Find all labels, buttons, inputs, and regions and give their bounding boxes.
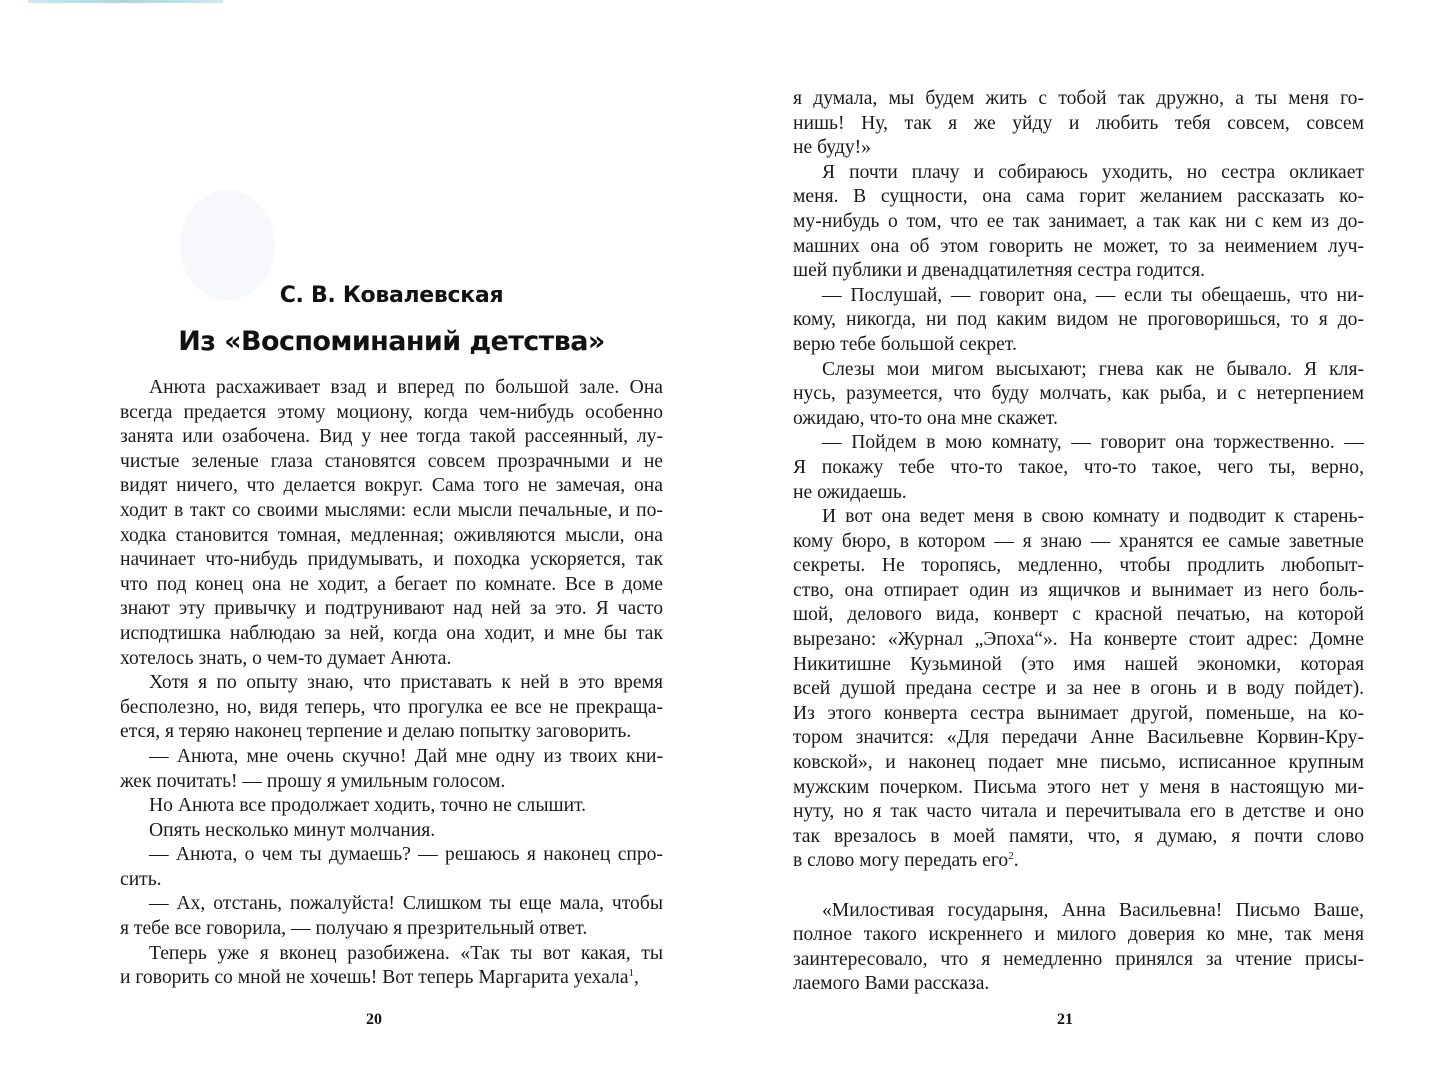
text-line <box>120 622 663 647</box>
text-line-content: — Ах, отстань, пожалуйста! Слишком ты еще мала, чтобы <box>149 893 663 915</box>
paragraph <box>793 431 1364 505</box>
text-line <box>120 794 663 819</box>
text-line-content: занята или озабочена. Вид у нее тогда такой рассеянный, лу- <box>120 426 663 448</box>
text-line-content: машних она об этом говорить не может, то за неимением луч- <box>793 235 1364 257</box>
text-line-content: всегда предается этому моциону, когда чем-нибудь особенно <box>120 401 663 423</box>
text-line <box>793 358 1364 383</box>
text-line-content: — Анюта, о чем ты думаешь? — решаюсь я наконец спро- <box>149 844 663 866</box>
text-line-content: мужским почерком. Письма этого нет у меня в настоящую ми- <box>793 776 1364 798</box>
text-line <box>793 726 1364 751</box>
text-line-content: тором значится: «Для передачи Анне Васильевне Корвин-Кру- <box>793 727 1364 749</box>
text-line-content: так врезалось в моей памяти, что, я думаю, я почти слово <box>793 825 1364 847</box>
text-line-content: начинает что-нибудь придумывать, и походка ускоряется, так <box>120 549 663 571</box>
paragraph <box>120 376 663 671</box>
chapter-title: Из «Воспоминаний детства» <box>178 326 605 357</box>
text-line-content: кому, никогда, ни под каким видом не проговоришься, то я до- <box>793 309 1364 331</box>
text-line-content: Слезы мои мигом высыхают; гнева как не бывало. Я кля- <box>822 358 1364 380</box>
text-line-content: И вот она ведет меня в свою комнату и подводит к старень- <box>822 506 1364 528</box>
paragraph <box>793 284 1364 358</box>
right-page <box>717 0 1435 1080</box>
text-line-content: видят ничего, что делается вокруг. Сама того не замечая, она <box>120 475 663 497</box>
text-line <box>793 333 1364 358</box>
text-line <box>793 653 1364 678</box>
text-line <box>120 376 663 401</box>
text-line <box>793 456 1364 481</box>
text-line-content: ходит в такт со своими мыслями: если мысли печальные, и по- <box>120 499 663 521</box>
text-line <box>793 185 1364 210</box>
text-line <box>120 524 663 549</box>
text-line-content: всей душой предана сестре и за нее в огонь и в воду пойдет). <box>793 678 1364 700</box>
text-line-content: кому бюро, в котором — я знаю — хранятся ее самые заветные <box>793 530 1364 552</box>
text-line-content: меня. В сущности, она сама горит желанием рассказать ко- <box>793 186 1364 208</box>
text-line <box>120 647 663 672</box>
right-body-text <box>793 87 1364 997</box>
text-line-content: му-нибудь о том, что ее так занимает, а так как ни с кем из до- <box>793 210 1364 232</box>
text-line-content: знают эту привычку и подтрунивают над ней за это. Я часто <box>120 598 663 620</box>
paragraph <box>120 892 663 941</box>
text-line-content: ется, я теряю наконец терпение и делаю попытку заговорить. <box>120 721 632 743</box>
paragraph <box>793 358 1364 432</box>
text-line <box>793 382 1364 407</box>
punctuation: , <box>634 967 639 989</box>
text-line-content: шой, делового вида, конверт с красной печатью, на которой <box>793 604 1364 626</box>
text-line-content: чистые зеленые глаза становятся совсем прозрачными и не <box>120 450 663 472</box>
text-line-content: не буду!» <box>793 137 871 159</box>
text-line-content: Хотя я по опыту знаю, что приставать к ней в это время <box>149 672 663 694</box>
text-line-content: лаемого Вами рассказа. <box>793 973 990 995</box>
text-line-content: нишь! Ну, так я же уйду и любить тебя совсем, совсем <box>793 112 1364 134</box>
text-line-content: заинтересовало, что я немедленно принялся за чтение присы- <box>793 948 1364 970</box>
text-line-content: сить. <box>120 868 162 890</box>
paragraph <box>120 942 663 991</box>
text-line <box>120 573 663 598</box>
text-line-content: Опять несколько минут молчания. <box>149 819 436 841</box>
left-body-text <box>120 376 663 991</box>
chapter-author: С. В. Ковалевская <box>279 283 504 308</box>
text-line-content: нусь, разумеется, что буду молчать, как рыба, и с нетерпением <box>793 383 1364 405</box>
text-line <box>120 401 663 426</box>
text-line <box>793 923 1364 948</box>
paragraph <box>793 899 1364 997</box>
text-line <box>793 112 1364 137</box>
text-line <box>793 481 1364 506</box>
punctuation: . <box>1013 850 1019 872</box>
text-line <box>793 87 1364 112</box>
text-line-content: «Милостивая государыня, Анна Васильевна! Письмо Ваше, <box>822 899 1364 921</box>
text-line-content: Теперь уже я вконец разобижена. «Так ты вот какая, ты <box>149 942 663 964</box>
text-line-content: шей публики и двенадцатилетняя сестра годится. <box>793 260 1206 282</box>
text-line <box>793 407 1364 432</box>
text-line <box>793 530 1364 555</box>
text-line <box>120 745 663 770</box>
text-line-content: ство, она отпирает один из ящичков и вынимает из него боль- <box>793 579 1364 601</box>
text-line-content: бесполезно, но, видя теперь, что прогулка ее все не прекраща- <box>120 696 663 718</box>
text-line <box>120 720 663 745</box>
paragraph <box>120 819 663 844</box>
footnote-marker[interactable]: 2 <box>1008 850 1014 863</box>
text-line-content: ковской», и наконец подает мне письмо, исписанное крупным <box>793 752 1364 774</box>
text-line-content: ожидаю, что-то она мне скажет. <box>793 407 1058 429</box>
text-line <box>793 259 1364 284</box>
text-line <box>793 431 1364 456</box>
text-line-content: полное такого искреннего и милого доверия ко мне, так меня <box>793 924 1364 946</box>
text-line-content: Никитишне Кузьминой (это имя нашей экономки, которая <box>793 653 1364 675</box>
text-line-content: — Послушай, — говорит она, — если ты обещаешь, что ни- <box>822 284 1364 306</box>
text-line <box>120 696 663 721</box>
text-line-content: не ожидаешь. <box>793 481 907 503</box>
text-line <box>793 825 1364 850</box>
text-line-content: что под конец она не ходит, а бегает по комнате. Все в доме <box>120 573 663 595</box>
text-line-content: хотелось знать, о чем-то думает Анюта. <box>120 647 452 669</box>
text-line-content: исподтишка наблюдаю за ней, когда она ходит, и мне бы так <box>120 622 663 644</box>
paragraph <box>120 794 663 819</box>
page-number: 20 <box>366 1011 382 1028</box>
text-line <box>120 892 663 917</box>
text-line <box>793 751 1364 776</box>
page-number: 21 <box>1057 1011 1073 1028</box>
text-line-content: — Анюта, мне очень скучно! Дай мне одну из твоих кни- <box>149 745 663 767</box>
text-line-content: и говорить со мной не хочешь! Вот теперь Маргарита уехала <box>120 967 629 989</box>
text-line <box>120 450 663 475</box>
text-line <box>793 948 1364 973</box>
text-line-content: Но Анюта все продолжает ходить, точно не слышит. <box>149 795 587 817</box>
text-line-content: нуту, но я так часто читала и перечитывала его в детстве и оно <box>793 801 1364 823</box>
text-line <box>120 917 663 942</box>
text-line <box>793 505 1364 530</box>
text-line <box>793 210 1364 235</box>
text-line <box>120 966 663 991</box>
text-line <box>120 819 663 844</box>
text-line <box>793 899 1364 924</box>
text-line-content: Я покажу тебе что-то такое, что-то такое, чего ты, верно, <box>793 456 1364 478</box>
text-line-content: я тебе все говорила, — получаю я презрительный ответ. <box>120 918 588 940</box>
text-line <box>120 770 663 795</box>
text-line <box>120 671 663 696</box>
text-line-content: ходка становится томная, медленная; оживляются мысли, она <box>120 524 663 546</box>
paragraph <box>793 505 1364 874</box>
text-line <box>120 843 663 868</box>
text-line <box>120 499 663 524</box>
text-line <box>793 579 1364 604</box>
text-line <box>120 474 663 499</box>
text-line-content: жек почитать! — прошу я умильным голосом. <box>120 770 506 792</box>
text-line <box>120 548 663 573</box>
text-line-content: — Пойдем в мою комнату, — говорит она торжественно. — <box>822 432 1364 454</box>
text-line-content: Анюта расхаживает взад и вперед по большой зале. Она <box>149 377 663 398</box>
paragraph <box>793 161 1364 284</box>
text-line <box>793 161 1364 186</box>
text-line-content: верю тебе большой секрет. <box>793 333 1017 355</box>
text-line <box>120 597 663 622</box>
text-line <box>793 776 1364 801</box>
text-line-content: я думала, мы будем жить с тобой так дружно, а ты меня го- <box>793 88 1364 109</box>
left-page <box>0 0 717 1080</box>
text-line <box>793 284 1364 309</box>
text-line <box>793 702 1364 727</box>
text-line <box>793 628 1364 653</box>
text-line <box>793 849 1364 874</box>
text-line <box>120 868 663 893</box>
text-line <box>793 677 1364 702</box>
text-line <box>793 235 1364 260</box>
text-line <box>120 942 663 967</box>
paragraph <box>120 745 663 794</box>
text-line-content: секреты. Не торопясь, медленно, чтобы продлить любопыт- <box>793 555 1364 577</box>
text-line <box>793 136 1364 161</box>
paragraph <box>793 87 1364 161</box>
footnote-marker[interactable]: 1 <box>628 967 635 980</box>
paragraph <box>120 843 663 892</box>
text-line <box>793 554 1364 579</box>
text-line-content: вырезано: «Журнал „Эпоха“». На конверте стоит адрес: Домне <box>793 629 1364 651</box>
text-line-content: в слово могу передать его <box>793 850 1009 872</box>
text-line-content: Из этого конверта сестра вынимает другой, поменьше, на ко- <box>793 702 1364 724</box>
text-line <box>793 603 1364 628</box>
text-line <box>793 972 1364 997</box>
text-line <box>120 425 663 450</box>
text-line-content: Я почти плачу и собираюсь уходить, но сестра окликает <box>822 161 1364 183</box>
paragraph <box>120 671 663 745</box>
text-line <box>793 800 1364 825</box>
text-line <box>793 308 1364 333</box>
